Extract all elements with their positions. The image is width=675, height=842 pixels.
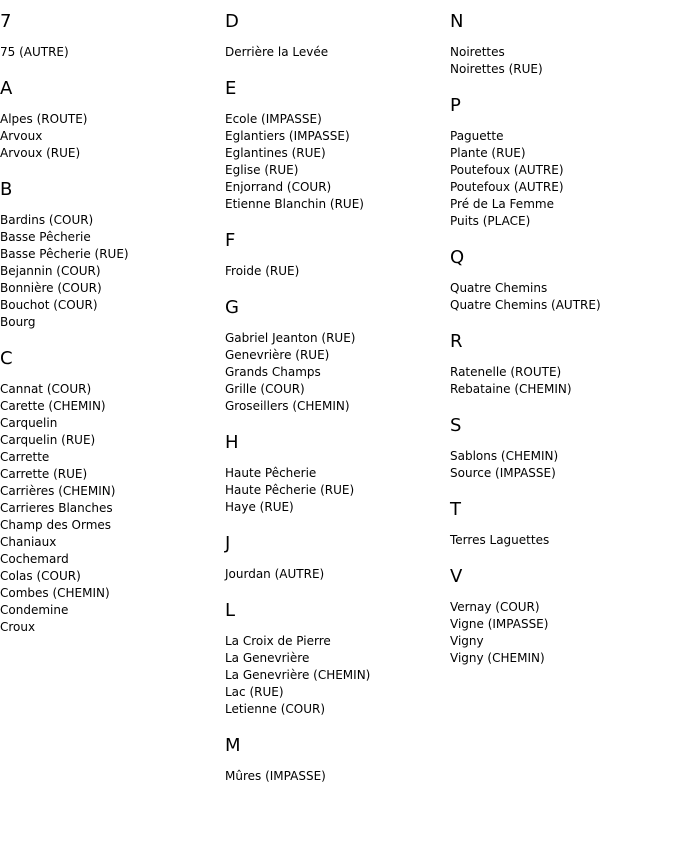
street-item[interactable]: 75 (AUTRE) (0, 45, 69, 59)
index-column (450, 10, 675, 683)
letter-heading: B (0, 179, 13, 200)
street-item[interactable]: Etienne Blanchin (RUE) (225, 197, 364, 211)
letter-heading: V (450, 566, 463, 587)
street-list (225, 263, 450, 280)
street-item[interactable]: Source (IMPASSE) (450, 466, 556, 480)
street-item[interactable]: Carrieres Blanches (0, 501, 113, 515)
street-item[interactable]: Letienne (COUR) (225, 702, 325, 716)
street-item[interactable]: Carquelin (RUE) (0, 433, 96, 447)
letter-heading: J (225, 533, 231, 554)
street-item[interactable]: Basse Pêcherie (0, 230, 91, 244)
letter-heading: 7 (0, 11, 12, 32)
street-item[interactable]: Grands Champs (225, 365, 321, 379)
street-item[interactable]: Vigny (450, 634, 484, 648)
street-item[interactable]: Colas (COUR) (0, 569, 81, 583)
letter-group (450, 94, 675, 230)
street-item[interactable]: La Genevrière (225, 651, 310, 665)
letter-heading: H (225, 432, 239, 453)
street-item[interactable]: Poutefoux (AUTRE) (450, 180, 564, 194)
street-item[interactable]: Carrières (CHEMIN) (0, 484, 116, 498)
letter-heading: F (225, 230, 236, 251)
street-item[interactable]: Bourg (0, 315, 36, 329)
street-list (450, 128, 675, 230)
street-item[interactable]: Cannat (COUR) (0, 382, 92, 396)
letter-group (0, 77, 225, 162)
letter-group (225, 296, 450, 415)
letter-group (225, 10, 450, 61)
street-item[interactable]: Sablons (CHEMIN) (450, 449, 559, 463)
street-item[interactable]: Haute Pêcherie (225, 466, 317, 480)
letter-heading: D (225, 11, 239, 32)
street-item[interactable]: Bardins (COUR) (0, 213, 94, 227)
letter-heading: S (450, 415, 462, 436)
street-item[interactable]: Ecole (IMPASSE) (225, 112, 322, 126)
letter-group (450, 498, 675, 549)
letter-heading: A (0, 78, 13, 99)
letter-heading: N (450, 11, 464, 32)
street-item[interactable]: Carquelin (0, 416, 58, 430)
letter-group (225, 431, 450, 516)
letter-group (450, 330, 675, 398)
letter-group (450, 565, 675, 667)
letter-heading: T (450, 499, 461, 520)
letter-group (0, 178, 225, 331)
street-item[interactable]: Alpes (ROUTE) (0, 112, 88, 126)
letter-group (225, 599, 450, 718)
street-item[interactable]: Haute Pêcherie (RUE) (225, 483, 355, 497)
index-column (225, 10, 450, 801)
street-item[interactable]: Ratenelle (ROUTE) (450, 365, 562, 379)
street-item[interactable]: Haye (RUE) (225, 500, 294, 514)
street-item[interactable]: Carrette (0, 450, 50, 464)
street-item[interactable]: Eglise (RUE) (225, 163, 299, 177)
street-item[interactable]: Gabriel Jeanton (RUE) (225, 331, 356, 345)
street-item[interactable]: Croux (0, 620, 36, 634)
street-item[interactable]: Bonnière (COUR) (0, 281, 102, 295)
street-item[interactable]: Derrière la Levée (225, 45, 329, 59)
street-item[interactable]: Froide (RUE) (225, 264, 300, 278)
street-list (225, 768, 450, 785)
street-item[interactable]: Genevrière (RUE) (225, 348, 330, 362)
index-column (0, 10, 225, 652)
letter-group (450, 414, 675, 482)
street-list (0, 44, 225, 61)
street-item[interactable]: Chaniaux (0, 535, 57, 549)
letter-group (225, 229, 450, 280)
street-list (450, 44, 675, 78)
street-item[interactable]: Arvoux (RUE) (0, 146, 81, 160)
street-item[interactable]: Vigny (CHEMIN) (450, 651, 545, 665)
street-list (225, 111, 450, 213)
letter-group (225, 734, 450, 785)
street-item[interactable]: Jourdan (AUTRE) (225, 567, 325, 581)
street-item[interactable]: Vernay (COUR) (450, 600, 540, 614)
street-list (450, 599, 675, 667)
street-item[interactable]: Vigne (IMPASSE) (450, 617, 549, 631)
street-item[interactable]: La Croix de Pierre (225, 634, 331, 648)
street-item[interactable]: Champ des Ormes (0, 518, 112, 532)
street-item[interactable]: Poutefoux (AUTRE) (450, 163, 564, 177)
letter-heading: L (225, 600, 236, 621)
street-list (450, 364, 675, 398)
street-item[interactable]: Mûres (IMPASSE) (225, 769, 326, 783)
street-list (225, 633, 450, 718)
street-item[interactable]: Pré de La Femme (450, 197, 554, 211)
street-item[interactable]: Carrette (RUE) (0, 467, 88, 481)
street-list (450, 448, 675, 482)
street-item[interactable]: Groseillers (CHEMIN) (225, 399, 350, 413)
street-item[interactable]: Paguette (450, 129, 504, 143)
street-item[interactable]: La Genevrière (CHEMIN) (225, 668, 371, 682)
street-list (225, 566, 450, 583)
street-item[interactable]: Bouchot (COUR) (0, 298, 98, 312)
street-item[interactable]: Lac (RUE) (225, 685, 284, 699)
street-list (225, 330, 450, 415)
street-list (0, 381, 225, 636)
street-list (225, 465, 450, 516)
street-item[interactable]: Noirettes (RUE) (450, 62, 543, 76)
street-item[interactable]: Grille (COUR) (225, 382, 305, 396)
letter-group (450, 10, 675, 78)
letter-group (225, 77, 450, 213)
letter-heading: R (450, 331, 463, 352)
letter-heading: C (0, 348, 13, 369)
street-list (450, 280, 675, 314)
letter-heading: P (450, 95, 461, 116)
letter-group (0, 10, 225, 61)
street-list (450, 532, 675, 549)
street-list (225, 44, 450, 61)
street-item[interactable]: Puits (PLACE) (450, 214, 531, 228)
letter-heading: Q (450, 247, 465, 268)
street-item[interactable]: Eglantiers (IMPASSE) (225, 129, 350, 143)
street-item[interactable]: Rebataine (CHEMIN) (450, 382, 572, 396)
street-item[interactable]: Terres Laguettes (450, 533, 550, 547)
street-item[interactable]: Enjorrand (COUR) (225, 180, 332, 194)
letter-heading: M (225, 735, 241, 756)
street-item[interactable]: Noirettes (450, 45, 505, 59)
letter-heading: E (225, 78, 237, 99)
street-item[interactable]: Quatre Chemins (450, 281, 548, 295)
street-item[interactable]: Eglantines (RUE) (225, 146, 326, 160)
letter-heading: G (225, 297, 239, 318)
street-item[interactable]: Basse Pêcherie (RUE) (0, 247, 129, 261)
street-item[interactable]: Carette (CHEMIN) (0, 399, 106, 413)
street-item[interactable]: Arvoux (0, 129, 43, 143)
street-list (0, 212, 225, 331)
street-item[interactable]: Cochemard (0, 552, 69, 566)
street-list (0, 111, 225, 162)
letter-group (0, 347, 225, 636)
street-item[interactable]: Bejannin (COUR) (0, 264, 101, 278)
letter-group (225, 532, 450, 583)
street-item[interactable]: Combes (CHEMIN) (0, 586, 110, 600)
street-item[interactable]: Plante (RUE) (450, 146, 526, 160)
street-item[interactable]: Quatre Chemins (AUTRE) (450, 298, 601, 312)
letter-group (450, 246, 675, 314)
street-item[interactable]: Condemine (0, 603, 69, 617)
